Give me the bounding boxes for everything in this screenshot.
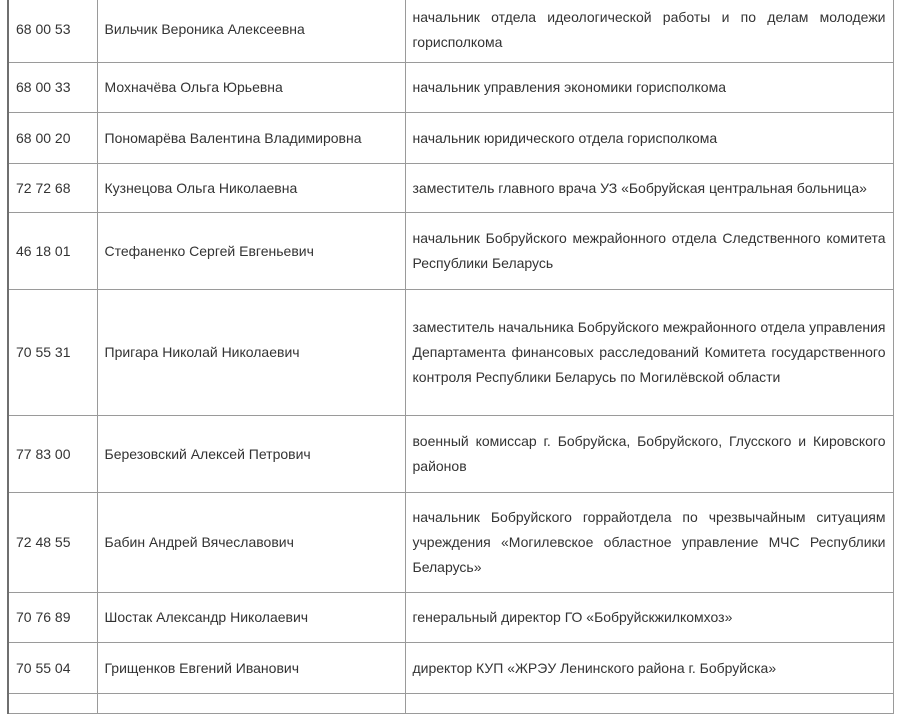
phone-cell: 72 72 68: [8, 164, 97, 213]
name-cell: Березовский Алексей Петрович: [97, 416, 405, 493]
phone-cell: 68 00 53: [8, 0, 97, 63]
table-row: [8, 0, 893, 63]
name-cell: Кузнецова Ольга Николаевна: [97, 164, 405, 213]
table-row: [8, 416, 893, 493]
position-cell: начальник управления экономики горисполкома: [405, 63, 893, 113]
name-cell: [97, 694, 405, 714]
phone-cell: 70 76 89: [8, 593, 97, 643]
position-cell: военный комиссар г. Бобруйска, Бобруйского, Глусского и Кировского районов: [405, 416, 893, 493]
table-row: [8, 290, 893, 416]
phone-cell: 72 48 55: [8, 493, 97, 593]
position-cell: начальник отдела идеологической работы и по делам молодежи горисполкома: [405, 0, 893, 63]
contacts-table-wrapper: [7, 0, 892, 714]
name-cell: Вильчик Вероника Алексеевна: [97, 0, 405, 63]
phone-cell: [8, 694, 97, 714]
table-row: [8, 643, 893, 694]
name-cell: Бабин Андрей Вячеславович: [97, 493, 405, 593]
position-cell: начальник юридического отдела горисполкома: [405, 113, 893, 164]
position-cell: заместитель начальника Бобруйского межрайонного отдела управления Департамента финансовых расследований Комитета государственного контроля Республики Беларусь по Могилёвской области: [405, 290, 893, 416]
position-cell: начальник Бобруйского горрайотдела по чрезвычайным ситуациям учреждения «Могилевское областное управление МЧС Республики Беларусь»: [405, 493, 893, 593]
name-cell: Грищенков Евгений Иванович: [97, 643, 405, 694]
table-row: [8, 164, 893, 213]
name-cell: Мохначёва Ольга Юрьевна: [97, 63, 405, 113]
table-row: [8, 493, 893, 593]
phone-cell: 70 55 31: [8, 290, 97, 416]
table-row: [8, 593, 893, 643]
phone-cell: 70 55 04: [8, 643, 97, 694]
name-cell: Пригара Николай Николаевич: [97, 290, 405, 416]
table-row: [8, 113, 893, 164]
table-row: [8, 63, 893, 113]
phone-cell: 46 18 01: [8, 213, 97, 290]
position-cell: заместитель главного врача УЗ «Бобруйская центральная больница»: [405, 164, 893, 213]
name-cell: Пономарёва Валентина Владимировна: [97, 113, 405, 164]
phone-cell: 68 00 33: [8, 63, 97, 113]
position-cell: генеральный директор ГО «Бобруйскжилкомхоз»: [405, 593, 893, 643]
phone-cell: 77 83 00: [8, 416, 97, 493]
name-cell: Стефаненко Сергей Евгеньевич: [97, 213, 405, 290]
position-cell: начальник Бобруйского межрайонного отдела Следственного комитета Республики Беларусь: [405, 213, 893, 290]
table-row: [8, 694, 893, 714]
phone-cell: 68 00 20: [8, 113, 97, 164]
position-cell: [405, 694, 893, 714]
position-cell: директор КУП «ЖРЭУ Ленинского района г. Бобруйска»: [405, 643, 893, 694]
contacts-table: [7, 0, 894, 714]
name-cell: Шостак Александр Николаевич: [97, 593, 405, 643]
table-row: [8, 213, 893, 290]
